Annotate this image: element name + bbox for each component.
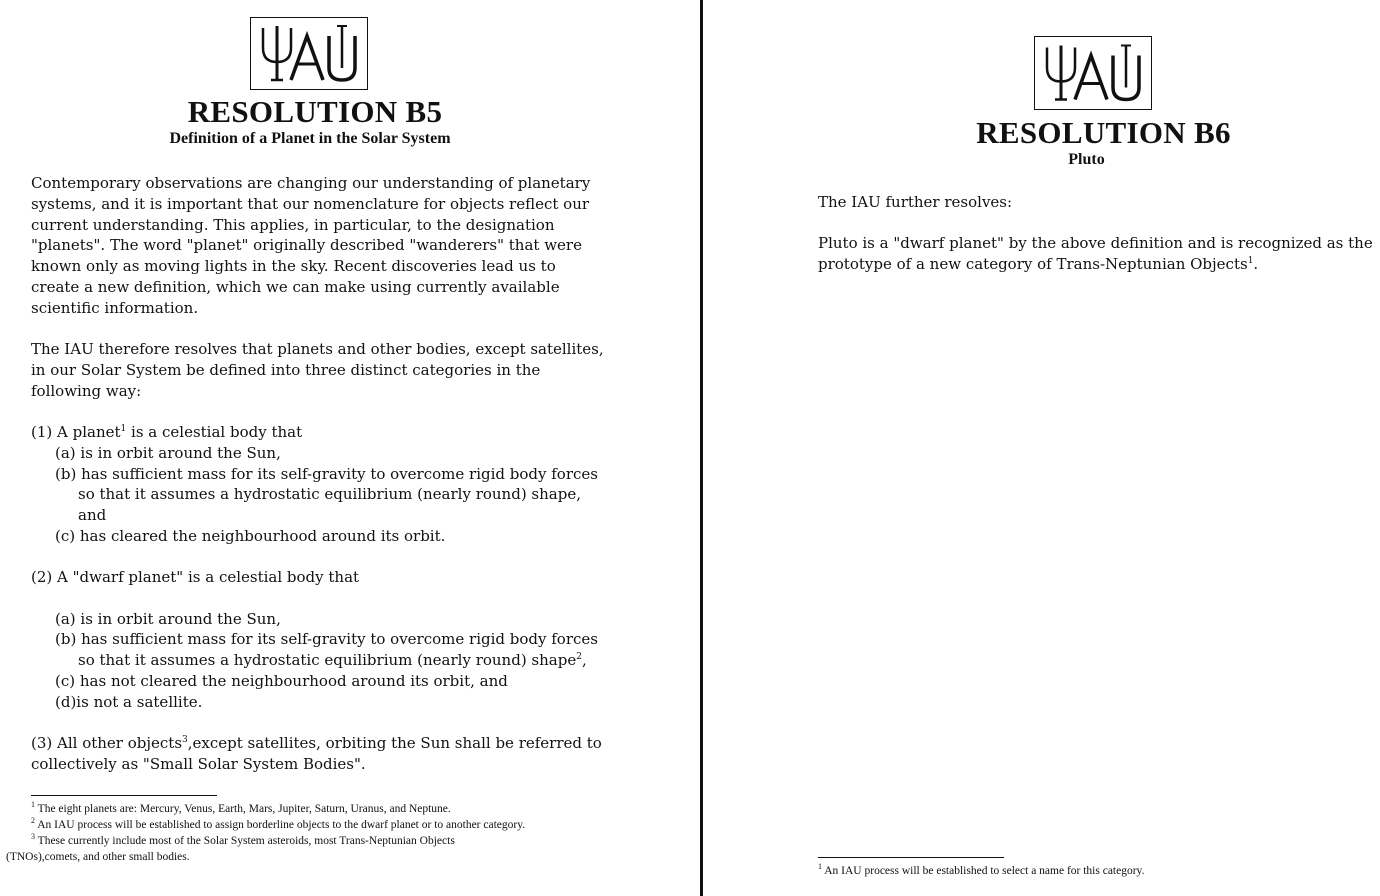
pluto-resolution-text-cont: prototype of a new category of Trans-Neptunian Objects$^1$. — [818, 255, 1259, 273]
planet-criterion-b-cont: so that it assumes a hydrostatic equilibrium (nearly round) shape, — [78, 485, 581, 503]
intro-line: systems, and it is important that our nomenclature for objects reflect our — [31, 194, 590, 213]
right-page — [703, 0, 1380, 896]
page-subtitle: Pluto — [1068, 151, 1105, 168]
small-bodies-definition: (3) All other objects$^3$,except satellites, orbiting the Sun shall be referred to — [31, 734, 602, 752]
planet-criterion-c: (c) has cleared the neighbourhood around its orbit. — [55, 527, 446, 545]
intro-line: "planets". The word "planet" originally described "wanderers" that were — [31, 236, 582, 255]
planet-criterion-b: (b) has sufficient mass for its self-gravity to overcome rigid body forces — [55, 465, 598, 483]
intro-line: create a new definition, which we can make using currently available — [31, 277, 560, 296]
page-title: RESOLUTION B5 — [187, 94, 443, 129]
dwarf-planet-definition-intro: (2) A "dwarf planet" is a celestial body that — [31, 568, 360, 586]
footnote-rule — [31, 795, 217, 796]
iau-logo-text: IAU — [309, 87, 311, 88]
footnote-cont: (TNOs),comets, and other small bodies. — [6, 851, 190, 863]
intro-line: Contemporary observations are changing our understanding of planetary — [31, 174, 591, 192]
dwarf-criterion-b: (b) has sufficient mass for its self-gravity to overcome rigid body forces — [55, 630, 598, 648]
intro-line: known only as moving lights in the sky. Recent discoveries lead us to — [31, 257, 556, 276]
page-subtitle: Definition of a Planet in the Solar System — [169, 130, 451, 147]
intro-line: current understanding. This applies, in particular, to the designation — [31, 215, 555, 234]
resolves-line: in our Solar System be defined into three distinct categories in the — [31, 360, 541, 379]
planet-criterion-b-cont: and — [78, 506, 107, 524]
further-resolves-text: The IAU further resolves: — [818, 193, 1013, 211]
resolves-line: following way: — [31, 381, 142, 400]
dwarf-criterion-a: (a) is in orbit around the Sun, — [55, 610, 281, 628]
iau-logo — [1034, 36, 1152, 110]
resolves-paragraph — [31, 339, 604, 401]
intro-paragraph — [31, 173, 591, 319]
iau-logo-icon — [251, 18, 367, 89]
dwarf-criterion-b-cont: so that it assumes a hydrostatic equilibrium (nearly round) shape$^2$, — [78, 651, 587, 669]
iau-logo — [250, 17, 368, 90]
resolves-line: The IAU therefore resolves that planets and other bodies, except satellites, — [31, 340, 604, 358]
footnote: $^2$ An IAU process will be established to assign borderline objects to the dwarf planet or to another category. — [31, 816, 526, 831]
footnote: $^1$ An IAU process will be established to select a name for this category. — [818, 862, 1145, 877]
planet-criterion-a: (a) is in orbit around the Sun, — [55, 444, 281, 462]
footnote: $^1$ The eight planets are: Mercury, Venus, Earth, Mars, Jupiter, Saturn, Uranus, and Neptune. — [31, 800, 451, 815]
pluto-resolution-text: Pluto is a "dwarf planet" by the above definition and is recognized as the — [818, 234, 1373, 252]
dwarf-criterion-d: (d)is not a satellite. — [55, 693, 203, 711]
page-title: RESOLUTION B6 — [976, 115, 1231, 150]
small-bodies-definition-cont: collectively as "Small Solar System Bodies". — [31, 755, 366, 773]
iau-logo-icon — [1035, 37, 1151, 109]
planet-definition-intro: (1) A planet$^1$ is a celestial body that — [31, 423, 303, 441]
footnote-rule — [818, 857, 1004, 858]
intro-line: scientific information. — [31, 298, 199, 317]
dwarf-criterion-c: (c) has not cleared the neighbourhood around its orbit, and — [55, 672, 508, 690]
footnote: $^3$ These currently include most of the Solar System asteroids, most Trans-Neptunian Objects — [31, 832, 455, 847]
